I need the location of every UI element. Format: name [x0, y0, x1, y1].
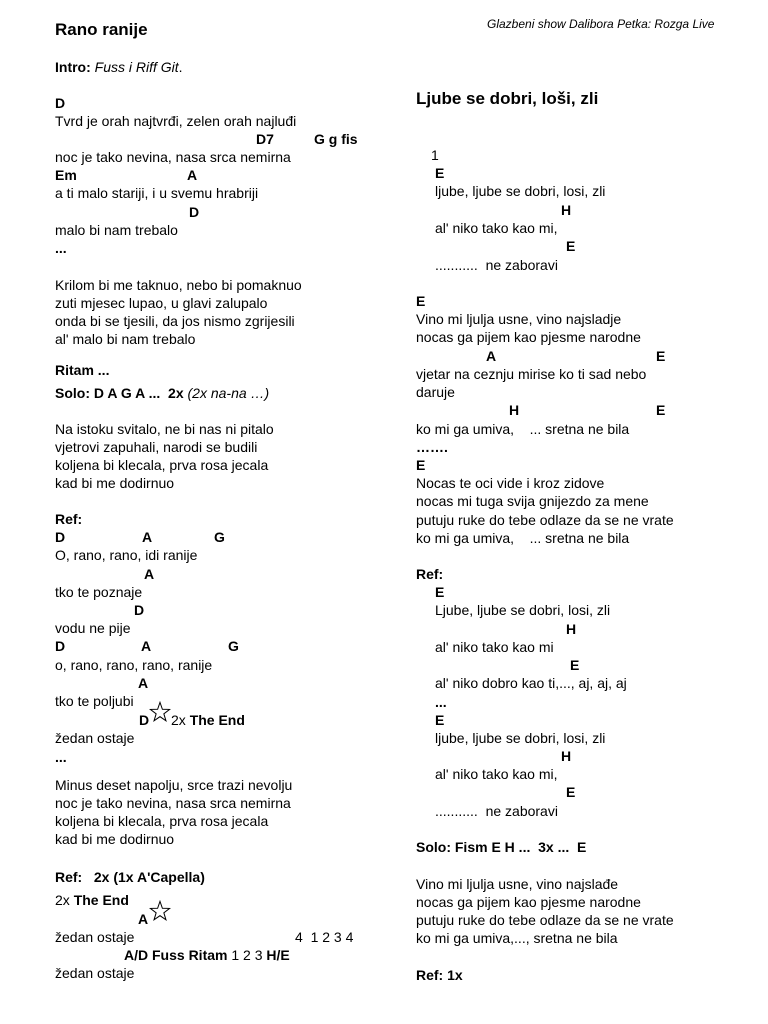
chord: D7: [256, 131, 274, 147]
lyric-line: o, rano, rano, rano, ranije: [55, 657, 213, 673]
lyric-line: putuju ruke do tebe odlaze da se ne vrate: [416, 512, 674, 528]
chord: H/E: [266, 947, 290, 963]
lyric-line: koljena bi klecala, prva rosa jecala: [55, 813, 269, 829]
lyric-line: al' niko tako kao mi,: [435, 766, 558, 782]
ref-label: Ref:: [55, 511, 83, 527]
lyric-line: vjetar na ceznju mirise ko ti sad nebo: [416, 366, 647, 382]
lyric-line: koljena bi klecala, prva rosa jecala: [55, 457, 269, 473]
solo-note: (2x na-na …): [187, 385, 270, 401]
lyric-line: al' malo bi nam trebalo: [55, 331, 196, 347]
solo-line: Solo: Fism E H ... 3x ... E: [416, 839, 587, 855]
chord: A: [138, 911, 149, 927]
repeat-count: 2x: [55, 892, 70, 908]
lyric-line: vjetrovi zapuhali, narodi se budili: [55, 439, 258, 455]
lyric-line: noc je tako nevina, nasa srca nemirna: [55, 149, 291, 165]
lyric-line: nocas ga pijem kao pjesme narodne: [416, 329, 641, 345]
lyric-line: malo bi nam trebalo: [55, 222, 178, 238]
lyric-line: Na istoku svitalo, ne bi nas ni pitalo: [55, 421, 274, 437]
song-title-left: Rano ranije: [55, 20, 148, 39]
chord: E: [416, 457, 426, 473]
star-icon: [149, 701, 171, 723]
ref-label: Ref: 2x (1x A'Capella): [55, 869, 205, 885]
lyric-line: putuju ruke do tebe odlaze da se ne vrate: [416, 912, 674, 928]
ref-label: Ref: 1x: [416, 967, 463, 983]
chord: D: [55, 529, 66, 545]
lyric-line: al' niko tako kao mi: [435, 639, 554, 655]
lyric-line: ko mi ga umiva, ... sretna ne bila: [416, 530, 630, 546]
chord: H: [566, 621, 577, 637]
chord: D: [55, 95, 66, 111]
chord: E: [656, 402, 666, 418]
intro-line: [55, 58, 183, 76]
count-line: 4 1 2 3 4: [295, 929, 354, 945]
song-title-right: Ljube se dobri, loši, zli: [416, 89, 599, 108]
lyric-line: žedan ostaje: [55, 965, 135, 981]
chord: E: [435, 165, 445, 181]
repeat-end-line: [171, 711, 245, 729]
intro-label: Intro:: [55, 59, 91, 75]
chord: E: [566, 784, 576, 800]
lyric-line: ko mi ga umiva,..., sretna ne bila: [416, 930, 618, 946]
lyric-line: Ljube, ljube se dobri, losi, zli: [435, 602, 611, 618]
lyric-line: nocas ga pijem kao pjesme narodne: [416, 894, 641, 910]
fuss-ritam-label: A/D Fuss Ritam: [124, 947, 228, 963]
chord: D: [134, 602, 145, 618]
lyric-line: daruje: [416, 384, 455, 400]
intro-dot: .: [178, 59, 183, 75]
repeat-end-line: [55, 891, 129, 909]
lyric-line: žedan ostaje: [55, 929, 135, 945]
marker: 1: [431, 147, 439, 163]
ellipsis: …….: [416, 439, 448, 455]
chord: A: [142, 529, 153, 545]
repeat-count: 2x: [171, 712, 186, 728]
lyric-line: al' niko tako kao mi,: [435, 220, 558, 236]
lyric-line: kad bi me dodirnuo: [55, 831, 175, 847]
intro-value: Fuss i Riff Git: [94, 59, 179, 75]
chord: Em: [55, 167, 77, 183]
solo-label: Solo: D A G A ... 2x: [55, 385, 184, 401]
lyric-line: noc je tako nevina, nasa srca nemirna: [55, 795, 291, 811]
chord: E: [656, 348, 666, 364]
chord: A: [486, 348, 497, 364]
chord: E: [416, 293, 426, 309]
lyric-line: ljube, ljube se dobri, losi, zli: [435, 730, 606, 746]
lyric-line: nocas mi tuga svija gnijezdo za mene: [416, 493, 649, 509]
chord: H: [561, 748, 572, 764]
lyric-line: Vino mi ljulja usne, vino najsladje: [416, 311, 622, 327]
ellipsis: ...: [435, 694, 447, 710]
lyric-line: ........... ne zaboravi: [435, 257, 558, 273]
count: 1 2 3: [231, 947, 263, 963]
ellipsis: ...: [55, 240, 67, 256]
ref-label: Ref:: [416, 566, 444, 582]
chord: E: [570, 657, 580, 673]
lyric-line: a ti malo stariji, i u svemu hrabriji: [55, 185, 259, 201]
chord: A: [138, 675, 149, 691]
the-end-label: The End: [189, 712, 245, 728]
lyric-line: onda bi se tjesili, da jos nismo zgrijesili: [55, 313, 295, 329]
star-icon: [149, 900, 171, 922]
lyric-line: Tvrd je orah najtvrđi, zelen orah najluđi: [55, 113, 297, 129]
lyric-line: ko mi ga umiva, ... sretna ne bila: [416, 421, 630, 437]
show-header: Glazbeni show Dalibora Petka: Rozga Live: [487, 17, 715, 31]
lyric-line: Minus deset napolju, srce trazi nevolju: [55, 777, 293, 793]
lyric-line: O, rano, rano, idi ranije: [55, 547, 198, 563]
lyric-line: al' niko dobro kao ti,..., aj, aj, aj: [435, 675, 627, 691]
fuss-ritam-line: [124, 946, 290, 964]
the-end-label: The End: [73, 892, 129, 908]
lyric-line: zuti mjesec lupao, u glavi zalupalo: [55, 295, 268, 311]
chord: D: [55, 638, 66, 654]
chord: H: [509, 402, 520, 418]
ellipsis: ...: [55, 749, 67, 765]
solo-line: [55, 384, 269, 402]
ritam-label: Ritam ...: [55, 362, 110, 378]
chord: G: [228, 638, 239, 654]
lyric-line: tko te poznaje: [55, 584, 143, 600]
chord: G: [214, 529, 225, 545]
lyric-line: kad bi me dodirnuo: [55, 475, 175, 491]
chord: E: [435, 712, 445, 728]
chord: A: [144, 566, 155, 582]
lyric-line: ljube, ljube se dobri, losi, zli: [435, 183, 606, 199]
lyric-line: žedan ostaje: [55, 730, 135, 746]
lyric-line: vodu ne pije: [55, 620, 131, 636]
lyric-line: ........... ne zaboravi: [435, 803, 558, 819]
lyric-line: Vino mi ljulja usne, vino najslađe: [416, 876, 619, 892]
chord: E: [435, 584, 445, 600]
chord: A: [187, 167, 198, 183]
lyric-line: Krilom bi me taknuo, nebo bi pomaknuo: [55, 277, 302, 293]
lyric-line: tko te poljubi: [55, 693, 134, 709]
chord: A: [141, 638, 152, 654]
chord: G g fis: [314, 131, 358, 147]
chord: E: [566, 238, 576, 254]
chord: D: [189, 204, 200, 220]
lyric-line: Nocas te oci vide i kroz zidove: [416, 475, 605, 491]
chord: D: [139, 712, 150, 728]
chord: H: [561, 202, 572, 218]
